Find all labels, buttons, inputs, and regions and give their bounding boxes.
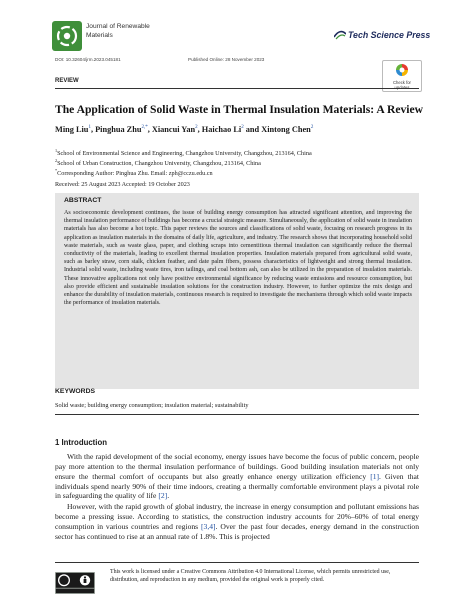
doi[interactable]: DOI: 10.32604/jrm.2023.045181 — [55, 57, 121, 62]
author-separator: , — [197, 125, 202, 134]
author-separator: and — [243, 125, 262, 134]
check-for-updates-icon — [396, 64, 408, 76]
footer-divider — [55, 562, 419, 563]
author-name: Xintong Chen — [261, 125, 311, 134]
intro-paragraph-2: However, with the rapid growth of global industry, the increase in energy consumption and pollutant emissions has become a pressing issue. According to statistics, the construction industry accounts for 20%–60% of total energy consumption in various countries and regions [3,4]. Over the past four decades, energy demand in the construction sector has continued to rise at an annual rate of 1.8%. This is projected — [55, 502, 420, 541]
publisher-logo-icon — [334, 30, 346, 40]
article-title: The Application of Solid Waste in Thermal Insulation Materials: A Review — [55, 103, 424, 116]
author-name: Haichao Li — [201, 125, 242, 134]
journal-name — [86, 22, 150, 40]
keywords-divider — [55, 414, 419, 415]
journal-logo-icon — [52, 21, 82, 51]
published-date: Published Online: 28 November 2023 — [188, 57, 265, 62]
abstract-heading: ABSTRACT — [64, 197, 102, 204]
publisher-logo — [334, 30, 430, 40]
citation-link[interactable]: [3,4] — [201, 521, 216, 531]
author-separator: , — [90, 125, 96, 134]
author-affiliation-marker: 2 — [241, 125, 244, 131]
author-list — [55, 125, 313, 134]
publisher-name: Tech Science Press — [348, 30, 431, 40]
keywords-text: Solid waste; building energy consumption; insulation material; sustainability — [55, 402, 249, 409]
citation-link[interactable]: [2] — [158, 491, 168, 501]
cc-by-license-icon[interactable] — [55, 572, 95, 594]
author-affiliation-marker: 2 — [195, 125, 198, 131]
author-affiliation-marker: 1 — [88, 125, 91, 131]
received-accepted-dates: Received: 25 August 2023 Accepted: 19 October 2023 — [55, 181, 190, 188]
journal-name-line2: Materials — [86, 32, 113, 39]
abstract-text: As socioeconomic development continues, the issue of building energy consumption has attracted significant attention, and improving the thermal insulation performance of buildings has become a crucial strategic measure. Simultaneously, the application of solid waste in insulation materials has also become a hot topic. This paper reviews the sources and classifications of solid waste, focusing on research progress in its application as insulation materials in the domains of daily life, agriculture, and industry. The research shows that incorporating household solid waste materials, such as waste glass, paper, and clothing scraps into cementitious thermal insulation can significantly reduce the thermal conductivity of the materials, leading to excellent thermal insulation properties. Insulation materials prepared from agricultural solid waste, such as barley straw, corn stalk, chicken feather, and date palm fibers, possess characteristics of lightweight and strong thermal insulation. Industrial solid waste, including waste tires, iron tailings, and coal bottom ash, can also be utilized in the preparation of insulation materials. These innovative applications not only have positive environmental significance by reducing waste emissions and resource consumption, but also provide efficient and sustainable insulation solutions for the construction industry. However, to further optimize the mix design and enhance the durability of insulation materials, continuous research is required to investigate the mechanisms through which solid waste impacts the performance of insulation materials. — [64, 210, 412, 307]
author-affiliation-marker: 2,* — [141, 125, 148, 131]
corresponding-author: *Corresponding Author: Pinghua Zhu. Email: zph@cczu.edu.cn — [55, 168, 213, 178]
badge-label-2: updates — [394, 84, 410, 90]
intro-paragraph-1: With the rapid development of the social economy, energy issues have become the focus of public concern, people pay more attention to the thermal insulation performance of buildings. Good building insulation materials not only ensure the thermal comfort of occupants but also greatly enhance energy utilization efficiency [1]. Given that individuals spend nearly 90% of their time indoors, creating a thermally comfortable environment plays a pivotal role in safeguarding the quality of life [2]. — [55, 452, 420, 501]
author-separator: , — [147, 125, 152, 134]
section-heading-introduction: 1 Introduction — [55, 438, 107, 447]
badge-label-1: Check for — [393, 80, 411, 85]
author-affiliation-marker: 2 — [310, 125, 314, 131]
license-statement: This work is licensed under a Creative Commons Attribution 4.0 International License, which permits unrestricted use, distribution, and reproduction in any medium, provided the original work is properly cited. — [110, 569, 391, 584]
article-type: REVIEW — [55, 78, 79, 84]
author-name: Pinghua Zhu — [95, 125, 142, 134]
affiliation-1: $^1$School of Environmental Science and Engineering, Changzhou University, Changzhou, 213164, China — [55, 148, 312, 158]
citation-link[interactable]: [1] — [370, 471, 380, 481]
author-name: Xiancui Yan — [151, 125, 196, 134]
keywords-heading: KEYWORDS — [55, 388, 96, 395]
author-name: Ming Liu — [55, 125, 89, 134]
affiliation-2: $^2$School of Urban Construction, Changzhou University, Changzhou, 213164, China — [55, 158, 261, 168]
journal-name-line1: Journal of Renewable — [86, 23, 150, 30]
